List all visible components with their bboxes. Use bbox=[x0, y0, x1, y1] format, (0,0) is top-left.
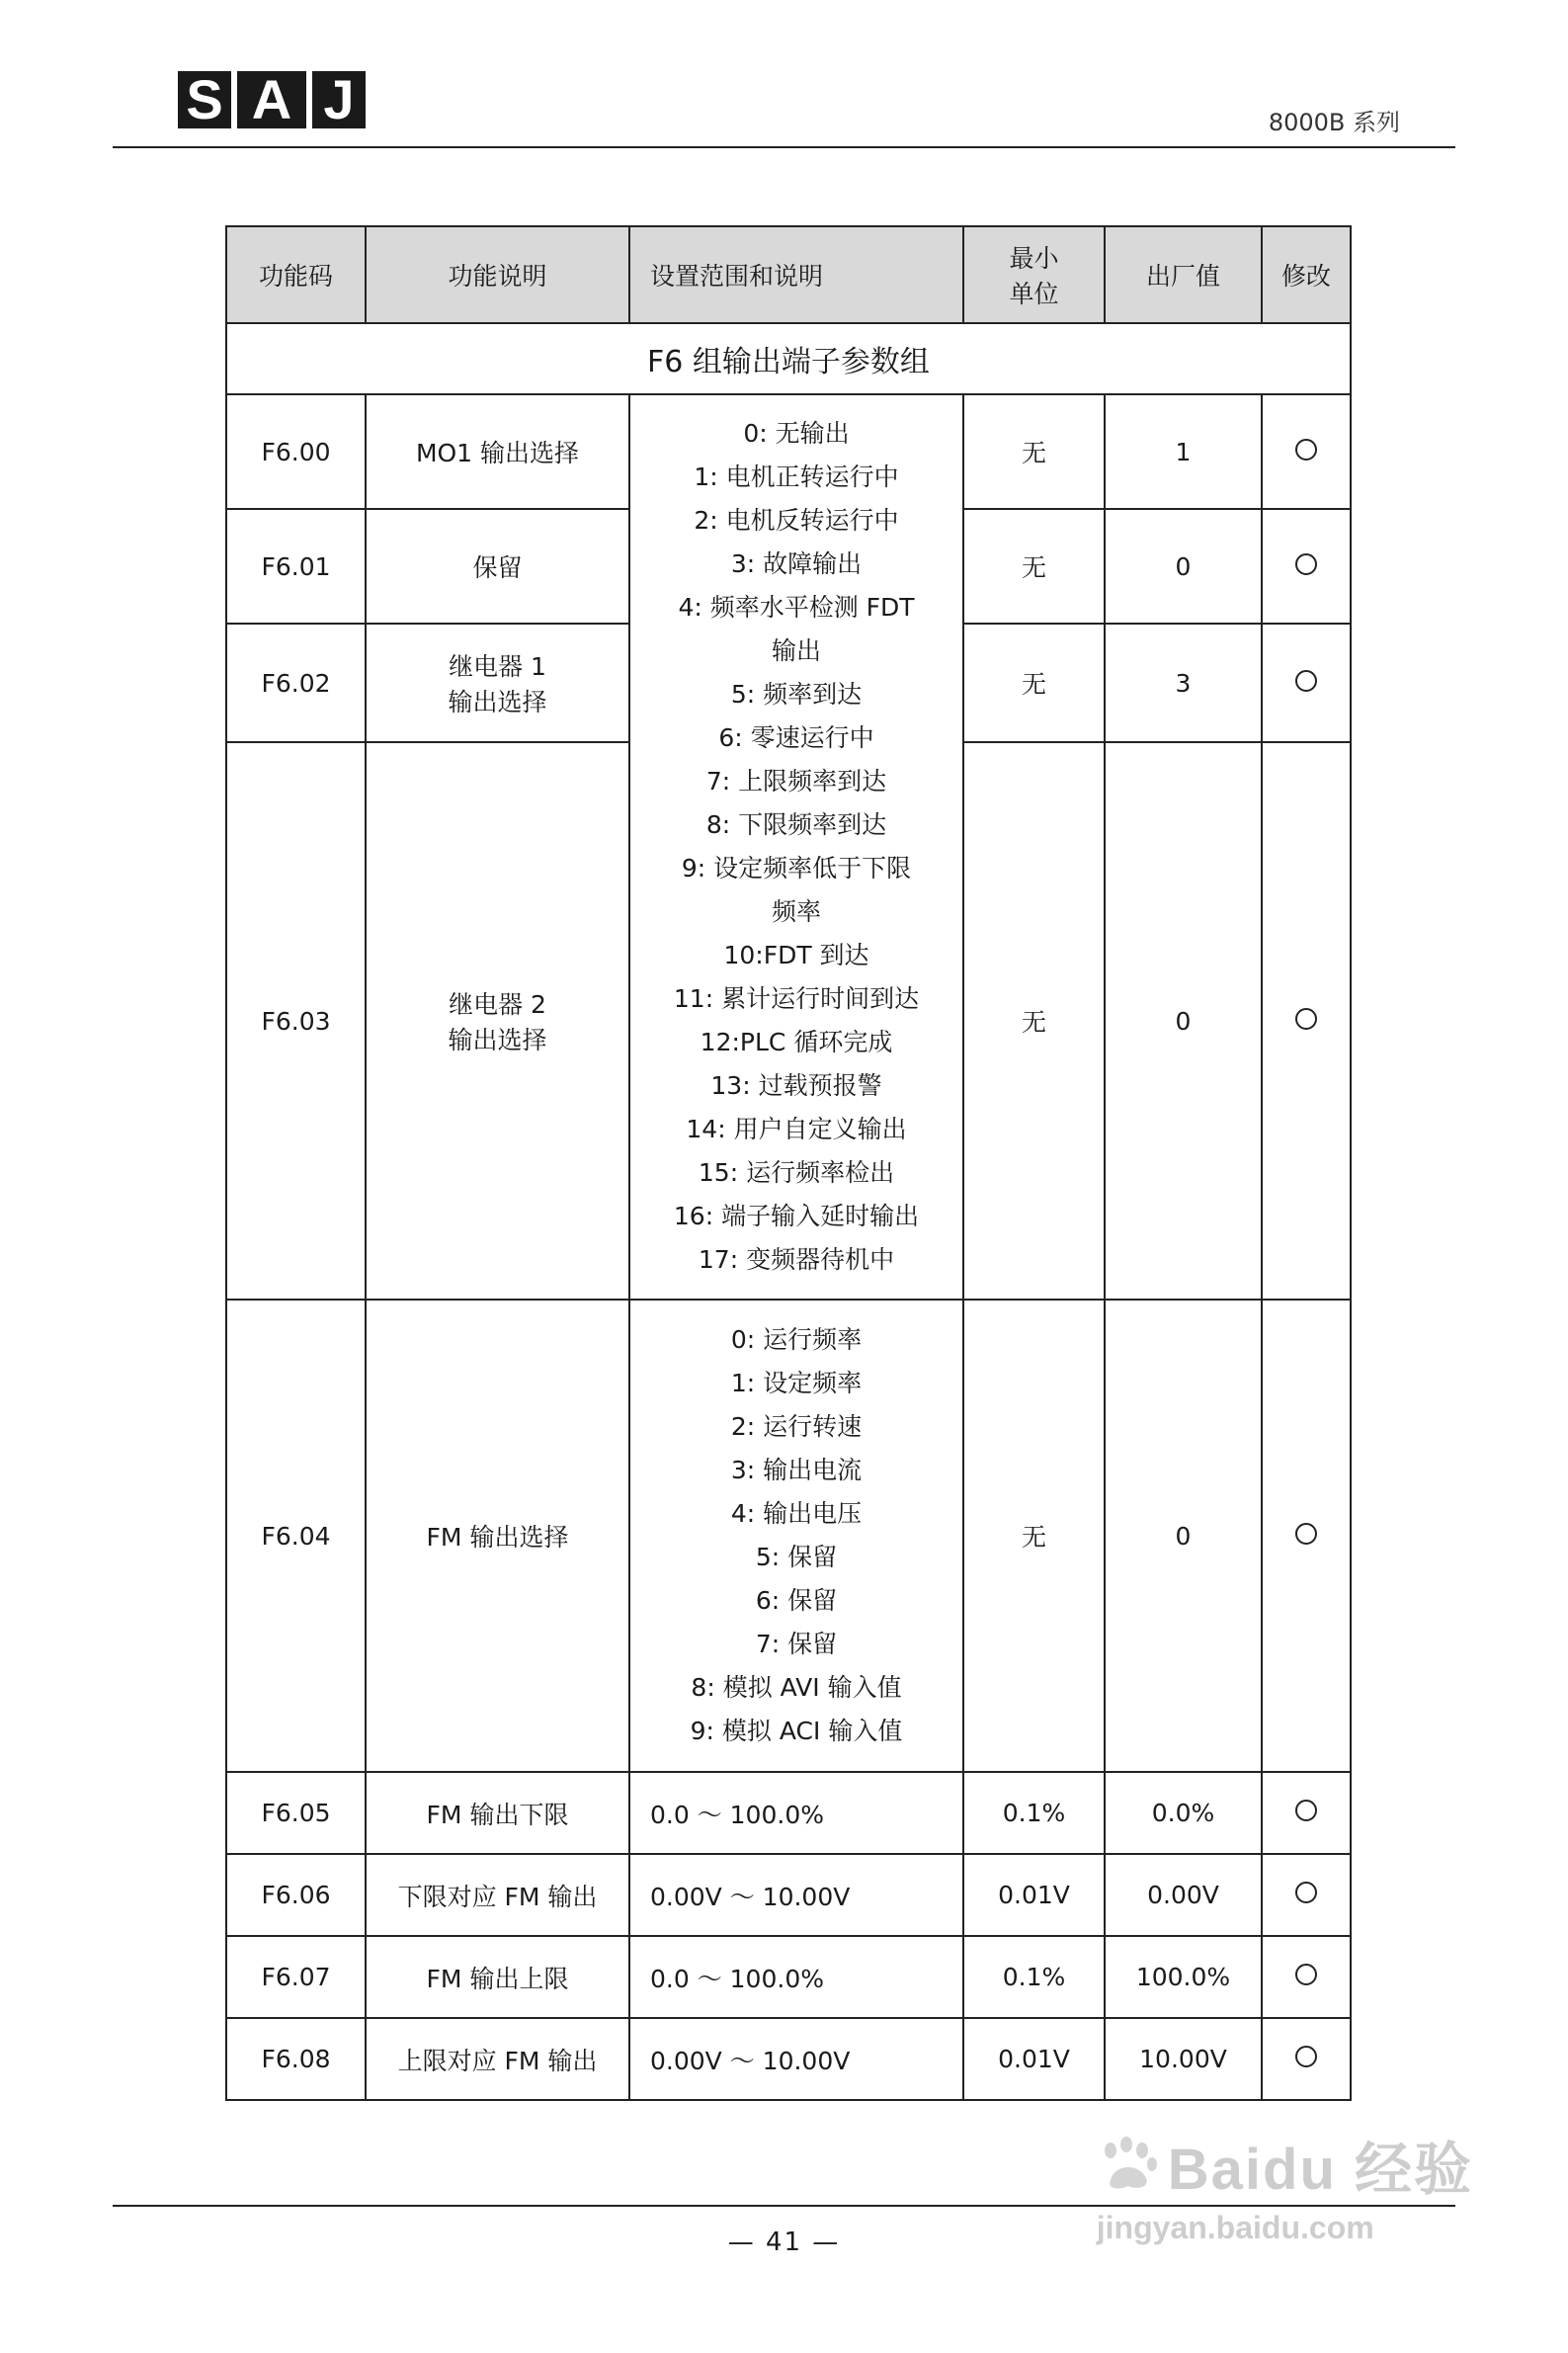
option-item: 13: 过载预报警 bbox=[710, 1071, 882, 1100]
logo-letter-a: A bbox=[237, 71, 306, 128]
fm-options-cell bbox=[629, 1300, 963, 1772]
param-default: 100.0% bbox=[1105, 1936, 1262, 2018]
param-desc-line2: 输出选择 bbox=[448, 1026, 547, 1054]
option-item: 4: 输出电压 bbox=[730, 1499, 863, 1528]
option-item: 3: 故障输出 bbox=[730, 549, 863, 578]
option-item: 输出 bbox=[771, 636, 821, 665]
watermark-url: jingyan.baidu.com bbox=[1096, 2210, 1374, 2245]
param-code: F6.03 bbox=[226, 742, 366, 1300]
option-item: 11: 累计运行时间到达 bbox=[673, 984, 920, 1013]
param-default: 0.00V bbox=[1105, 1854, 1262, 1936]
param-unit: 无 bbox=[963, 1300, 1105, 1772]
circle-icon bbox=[1295, 1523, 1317, 1545]
param-modify bbox=[1262, 1936, 1351, 2018]
watermark-brand bbox=[1097, 2123, 1473, 2206]
param-desc: FM 输出选择 bbox=[366, 1300, 629, 1772]
param-code: F6.05 bbox=[226, 1772, 366, 1854]
option-item: 14: 用户自定义输出 bbox=[686, 1115, 907, 1143]
param-default: 3 bbox=[1105, 624, 1262, 742]
page-number: — 41 — bbox=[727, 2227, 841, 2257]
header-default: 出厂值 bbox=[1105, 226, 1262, 323]
option-item: 7: 保留 bbox=[755, 1630, 838, 1658]
option-item: 2: 电机反转运行中 bbox=[694, 506, 899, 535]
param-unit: 无 bbox=[963, 624, 1105, 742]
param-code: F6.07 bbox=[226, 1936, 366, 2018]
table-row bbox=[226, 1300, 1351, 1772]
header-min-unit bbox=[963, 226, 1105, 323]
series-label: 8000B 系列 bbox=[1268, 109, 1400, 136]
saj-logo bbox=[178, 71, 366, 128]
param-default: 1 bbox=[1105, 394, 1262, 509]
circle-icon bbox=[1295, 439, 1317, 461]
param-desc: FM 输出下限 bbox=[366, 1772, 629, 1854]
param-desc bbox=[366, 742, 629, 1300]
param-unit: 0.01V bbox=[963, 1854, 1105, 1936]
table-row bbox=[226, 2018, 1351, 2100]
option-item: 15: 运行频率检出 bbox=[698, 1158, 895, 1187]
table-row bbox=[226, 1936, 1351, 2018]
param-modify bbox=[1262, 509, 1351, 624]
param-code: F6.00 bbox=[226, 394, 366, 509]
option-item: 1: 设定频率 bbox=[730, 1369, 863, 1397]
option-item: 8: 模拟 AVI 输入值 bbox=[691, 1673, 902, 1702]
option-item: 6: 保留 bbox=[755, 1586, 838, 1615]
param-range: 0.0 ～ 100.0% bbox=[629, 1936, 963, 2018]
param-range: 0.0 ～ 100.0% bbox=[629, 1772, 963, 1854]
option-item: 0: 无输出 bbox=[743, 419, 850, 448]
circle-icon bbox=[1295, 1008, 1317, 1030]
param-code: F6.08 bbox=[226, 2018, 366, 2100]
group-title-row bbox=[226, 323, 1351, 394]
option-item: 17: 变频器待机中 bbox=[698, 1245, 895, 1274]
paw-icon bbox=[1097, 2137, 1160, 2192]
watermark-brand-text: Baidu 经验 bbox=[1167, 2138, 1473, 2202]
option-item: 6: 零速运行中 bbox=[718, 723, 874, 752]
option-item: 10:FDT 到达 bbox=[723, 941, 869, 969]
option-item: 频率 bbox=[771, 897, 821, 926]
parameter-table bbox=[225, 225, 1352, 2101]
table-row bbox=[226, 1854, 1351, 1936]
option-item: 7: 上限频率到达 bbox=[705, 767, 887, 796]
param-modify bbox=[1262, 1772, 1351, 1854]
header-range: 设置范围和说明 bbox=[629, 226, 963, 323]
option-item: 0: 运行频率 bbox=[730, 1325, 863, 1354]
circle-icon bbox=[1295, 670, 1317, 692]
param-unit: 无 bbox=[963, 509, 1105, 624]
param-desc-line2: 输出选择 bbox=[448, 688, 547, 716]
option-item: 12:PLC 循环完成 bbox=[700, 1028, 893, 1056]
param-unit: 0.01V bbox=[963, 2018, 1105, 2100]
header-modify: 修改 bbox=[1262, 226, 1351, 323]
param-code: F6.02 bbox=[226, 624, 366, 742]
baidu-watermark bbox=[1097, 2123, 1473, 2246]
header-min-unit-line1: 最小 bbox=[1009, 244, 1059, 273]
param-modify bbox=[1262, 742, 1351, 1300]
param-default: 0 bbox=[1105, 509, 1262, 624]
param-desc: 上限对应 FM 输出 bbox=[366, 2018, 629, 2100]
group-title: F6 组输出端子参数组 bbox=[226, 323, 1351, 394]
option-item: 1: 电机正转运行中 bbox=[694, 462, 899, 491]
param-default: 0 bbox=[1105, 1300, 1262, 1772]
table-row bbox=[226, 1772, 1351, 1854]
option-item: 16: 端子输入延时输出 bbox=[673, 1202, 920, 1230]
param-unit: 无 bbox=[963, 394, 1105, 509]
circle-icon bbox=[1295, 1964, 1317, 1985]
param-unit: 0.1% bbox=[963, 1936, 1105, 2018]
option-item: 9: 设定频率低于下限 bbox=[681, 854, 912, 882]
table-header-row bbox=[226, 226, 1351, 323]
param-default: 0.0% bbox=[1105, 1772, 1262, 1854]
param-default: 10.00V bbox=[1105, 2018, 1262, 2100]
header-divider bbox=[113, 146, 1455, 148]
param-desc: 下限对应 FM 输出 bbox=[366, 1854, 629, 1936]
param-modify bbox=[1262, 1300, 1351, 1772]
circle-icon bbox=[1295, 1800, 1317, 1821]
param-unit: 无 bbox=[963, 742, 1105, 1300]
circle-icon bbox=[1295, 553, 1317, 575]
param-range: 0.00V ～ 10.00V bbox=[629, 2018, 963, 2100]
param-modify bbox=[1262, 394, 1351, 509]
header-min-unit-line2: 单位 bbox=[1009, 280, 1059, 308]
option-item: 2: 运行转速 bbox=[730, 1412, 863, 1441]
logo-letter-s: S bbox=[178, 71, 231, 128]
param-default: 0 bbox=[1105, 742, 1262, 1300]
header-desc: 功能说明 bbox=[366, 226, 629, 323]
header-code: 功能码 bbox=[226, 226, 366, 323]
param-code: F6.04 bbox=[226, 1300, 366, 1772]
option-item: 8: 下限频率到达 bbox=[705, 810, 887, 839]
option-item: 4: 频率水平检测 FDT bbox=[678, 593, 915, 622]
param-desc-line1: 继电器 1 bbox=[449, 652, 546, 681]
param-desc-line1: 继电器 2 bbox=[449, 990, 546, 1019]
table-row bbox=[226, 394, 1351, 509]
circle-icon bbox=[1295, 2046, 1317, 2067]
param-desc: 保留 bbox=[366, 509, 629, 624]
circle-icon bbox=[1295, 1882, 1317, 1903]
option-item: 9: 模拟 ACI 输入值 bbox=[690, 1717, 903, 1745]
param-code: F6.06 bbox=[226, 1854, 366, 1936]
option-item: 5: 保留 bbox=[755, 1543, 838, 1571]
param-desc bbox=[366, 624, 629, 742]
param-desc: FM 输出上限 bbox=[366, 1936, 629, 2018]
option-item: 5: 频率到达 bbox=[730, 680, 863, 709]
param-modify bbox=[1262, 624, 1351, 742]
param-range: 0.00V ～ 10.00V bbox=[629, 1854, 963, 1936]
param-desc: MO1 输出选择 bbox=[366, 394, 629, 509]
relay-options-cell bbox=[629, 394, 963, 1300]
param-code: F6.01 bbox=[226, 509, 366, 624]
param-unit: 0.1% bbox=[963, 1772, 1105, 1854]
param-modify bbox=[1262, 2018, 1351, 2100]
option-item: 3: 输出电流 bbox=[730, 1456, 863, 1484]
logo-letter-j: J bbox=[312, 71, 366, 128]
param-modify bbox=[1262, 1854, 1351, 1936]
